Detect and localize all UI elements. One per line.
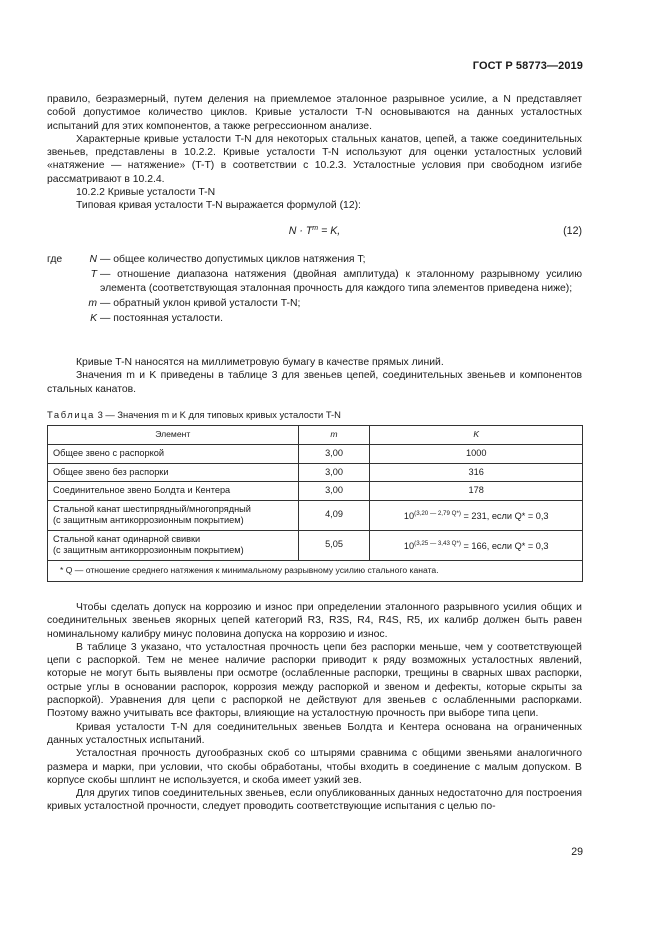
k-formula: $10^{(3,20 — 2,79 Q*)} = 231$, если Q* = 0,3 xyxy=(370,500,583,530)
symbol: T xyxy=(90,269,97,281)
table-3 xyxy=(47,425,583,582)
paragraph: Кривая усталости T-N для соединительных звеньев Болдта и Кентера основана на ограниченных данных усталостных испытаний. xyxy=(47,721,582,746)
table-row: Общее звено без распорки 3,00 316 xyxy=(48,463,583,482)
symbol: K xyxy=(90,313,97,325)
table-footnote: * Q — отношение среднего натяжения к минимальному разрывному усилию стального каната. xyxy=(48,560,583,581)
definition-row xyxy=(47,253,582,266)
paragraph: Типовая кривая усталости T-N выражается формулой (12): xyxy=(76,200,361,212)
table-row: Общее звено с распоркой 3,00 1000 xyxy=(48,445,583,464)
section-heading: 10.2.2 Кривые усталости T-N xyxy=(76,187,216,199)
column-header-m: m xyxy=(298,426,370,445)
table-footnote-row xyxy=(48,560,583,581)
column-header-k: K xyxy=(370,426,583,445)
formula-12 xyxy=(47,225,582,239)
text-block-mid xyxy=(47,356,582,396)
definition-text: — общее количество допустимых циклов натяжения T; xyxy=(100,254,366,265)
k-formula: $10^{(3,25 — 3,43 Q*)} = 166$, если Q* = 0,3 xyxy=(370,530,583,560)
definition-row xyxy=(47,297,582,310)
text-block-bottom xyxy=(47,601,582,814)
definition-text: — отношение диапазона натяжения (двойная амплитуда) к эталонному разрывному усилию элемента (соответствующая эталонная прочность для каждого типа элементов приведена ниже); xyxy=(100,269,582,294)
page-number: 29 xyxy=(571,846,583,858)
symbol-definitions xyxy=(47,253,582,327)
table-caption: Таблица 3 — Значения m и K для типовых кривых усталости T-N xyxy=(47,409,341,420)
table-row: Стальной канат одинарной свивки (с защитным антикоррозионным покрытием) 5,05 $10^{(3,25 — 3,43 Q*)} = 166$, если Q* = 0,3 xyxy=(48,530,583,560)
paragraph: Значения m и K приведены в таблице 3 для звеньев цепей, соединительных звеньев и компонентов стальных канатов. xyxy=(47,370,582,395)
table-header-row xyxy=(48,426,583,445)
column-header-element: Элемент xyxy=(48,426,299,445)
text-block-top xyxy=(47,93,582,213)
symbol: m xyxy=(88,297,97,309)
standard-code: ГОСТ Р 58773—2019 xyxy=(472,60,583,72)
paragraph: Для других типов соединительных звеньев, если опубликованных данных недостаточно для построения кривых усталостной прочности, следует проводить соответствующие испытания с целью по- xyxy=(47,788,582,813)
formula-expression: $N \cdot T^m = K$, xyxy=(288,225,341,237)
table-row: Соединительное звено Болдта и Кентера 3,00 178 xyxy=(48,482,583,501)
paragraph: Чтобы сделать допуск на коррозию и износ при определении эталонного разрывного усилия общих и соединительных звеньев якорных цепей категорий R3, R3S, R4, R4S, R5, их калибр должен быть равен номинальному калибру минус половина допуска на коррозию и износ. xyxy=(47,602,582,640)
formula-number: (12) xyxy=(563,225,582,237)
definition-text: — постоянная усталости. xyxy=(100,313,223,325)
paragraph: В таблице 3 указано, что усталостная прочность цепи без распорки меньше, чем у соответствующей цепи с распоркой. Тем не менее наличие распорки приводит к ряду возможных усталостных явлений, которые не могут быть выявлены при осмотре (ослабленные распорки, трещины в сварных швах распорки, острые углы в основании распорок, коррозия между распоркой и звеном и дефекты, которые скрыты за распоркой). Уравнения для цепи с распоркой не действуют для звеньев с ослабленными распорками. Поэтому важно учитывать все факторы, влияющие на усталостную прочность при выборе типа цепи. xyxy=(47,641,582,720)
where-label: где xyxy=(47,254,63,265)
table-row: Стальной канат шестипрядный/многопрядный (с защитным антикоррозионным покрытием) 4,09 $10^{(3,20 — 2,79 Q*)} = 231$, если Q* = 0,3 xyxy=(48,500,583,530)
paragraph: Характерные кривые усталости T-N для некоторых стальных канатов, цепей, а также соединительных звеньев, представлены в 10.2.2. Кривые усталости T-N используют для оценки усталостных условий «натяжение — натяжение» (T-T) в соответствии с 10.2.3. Усталостные условия при свободном изгибе рассматривают в 10.2.4. xyxy=(47,133,582,185)
paragraph: правило, безразмерный, путем деления на приемлемое эталонное разрывное усилие, а N представляет собой допустимое количество циклов. Кривые усталости T-N основываются на данных усталостных испытаний для этих компонентов, а также регрессионном анализе. xyxy=(47,94,582,132)
definition-row xyxy=(47,312,582,325)
definition-text: — обратный уклон кривой усталости T-N; xyxy=(100,297,301,309)
paragraph: Кривые T-N наносятся на миллиметровую бумагу в качестве прямых линий. xyxy=(76,357,444,368)
paragraph: Усталостная прочность дугообразных скоб со штырями сравнима с общими звеньями аналогичного размера и марки, при условии, что скобы обработаны, чтобы входить в соединение с малым допуском. В корпусе скобы шплинт не используется, и скоба имеет узкий зев. xyxy=(47,748,582,786)
symbol: N xyxy=(89,254,97,265)
definition-row xyxy=(47,268,582,295)
